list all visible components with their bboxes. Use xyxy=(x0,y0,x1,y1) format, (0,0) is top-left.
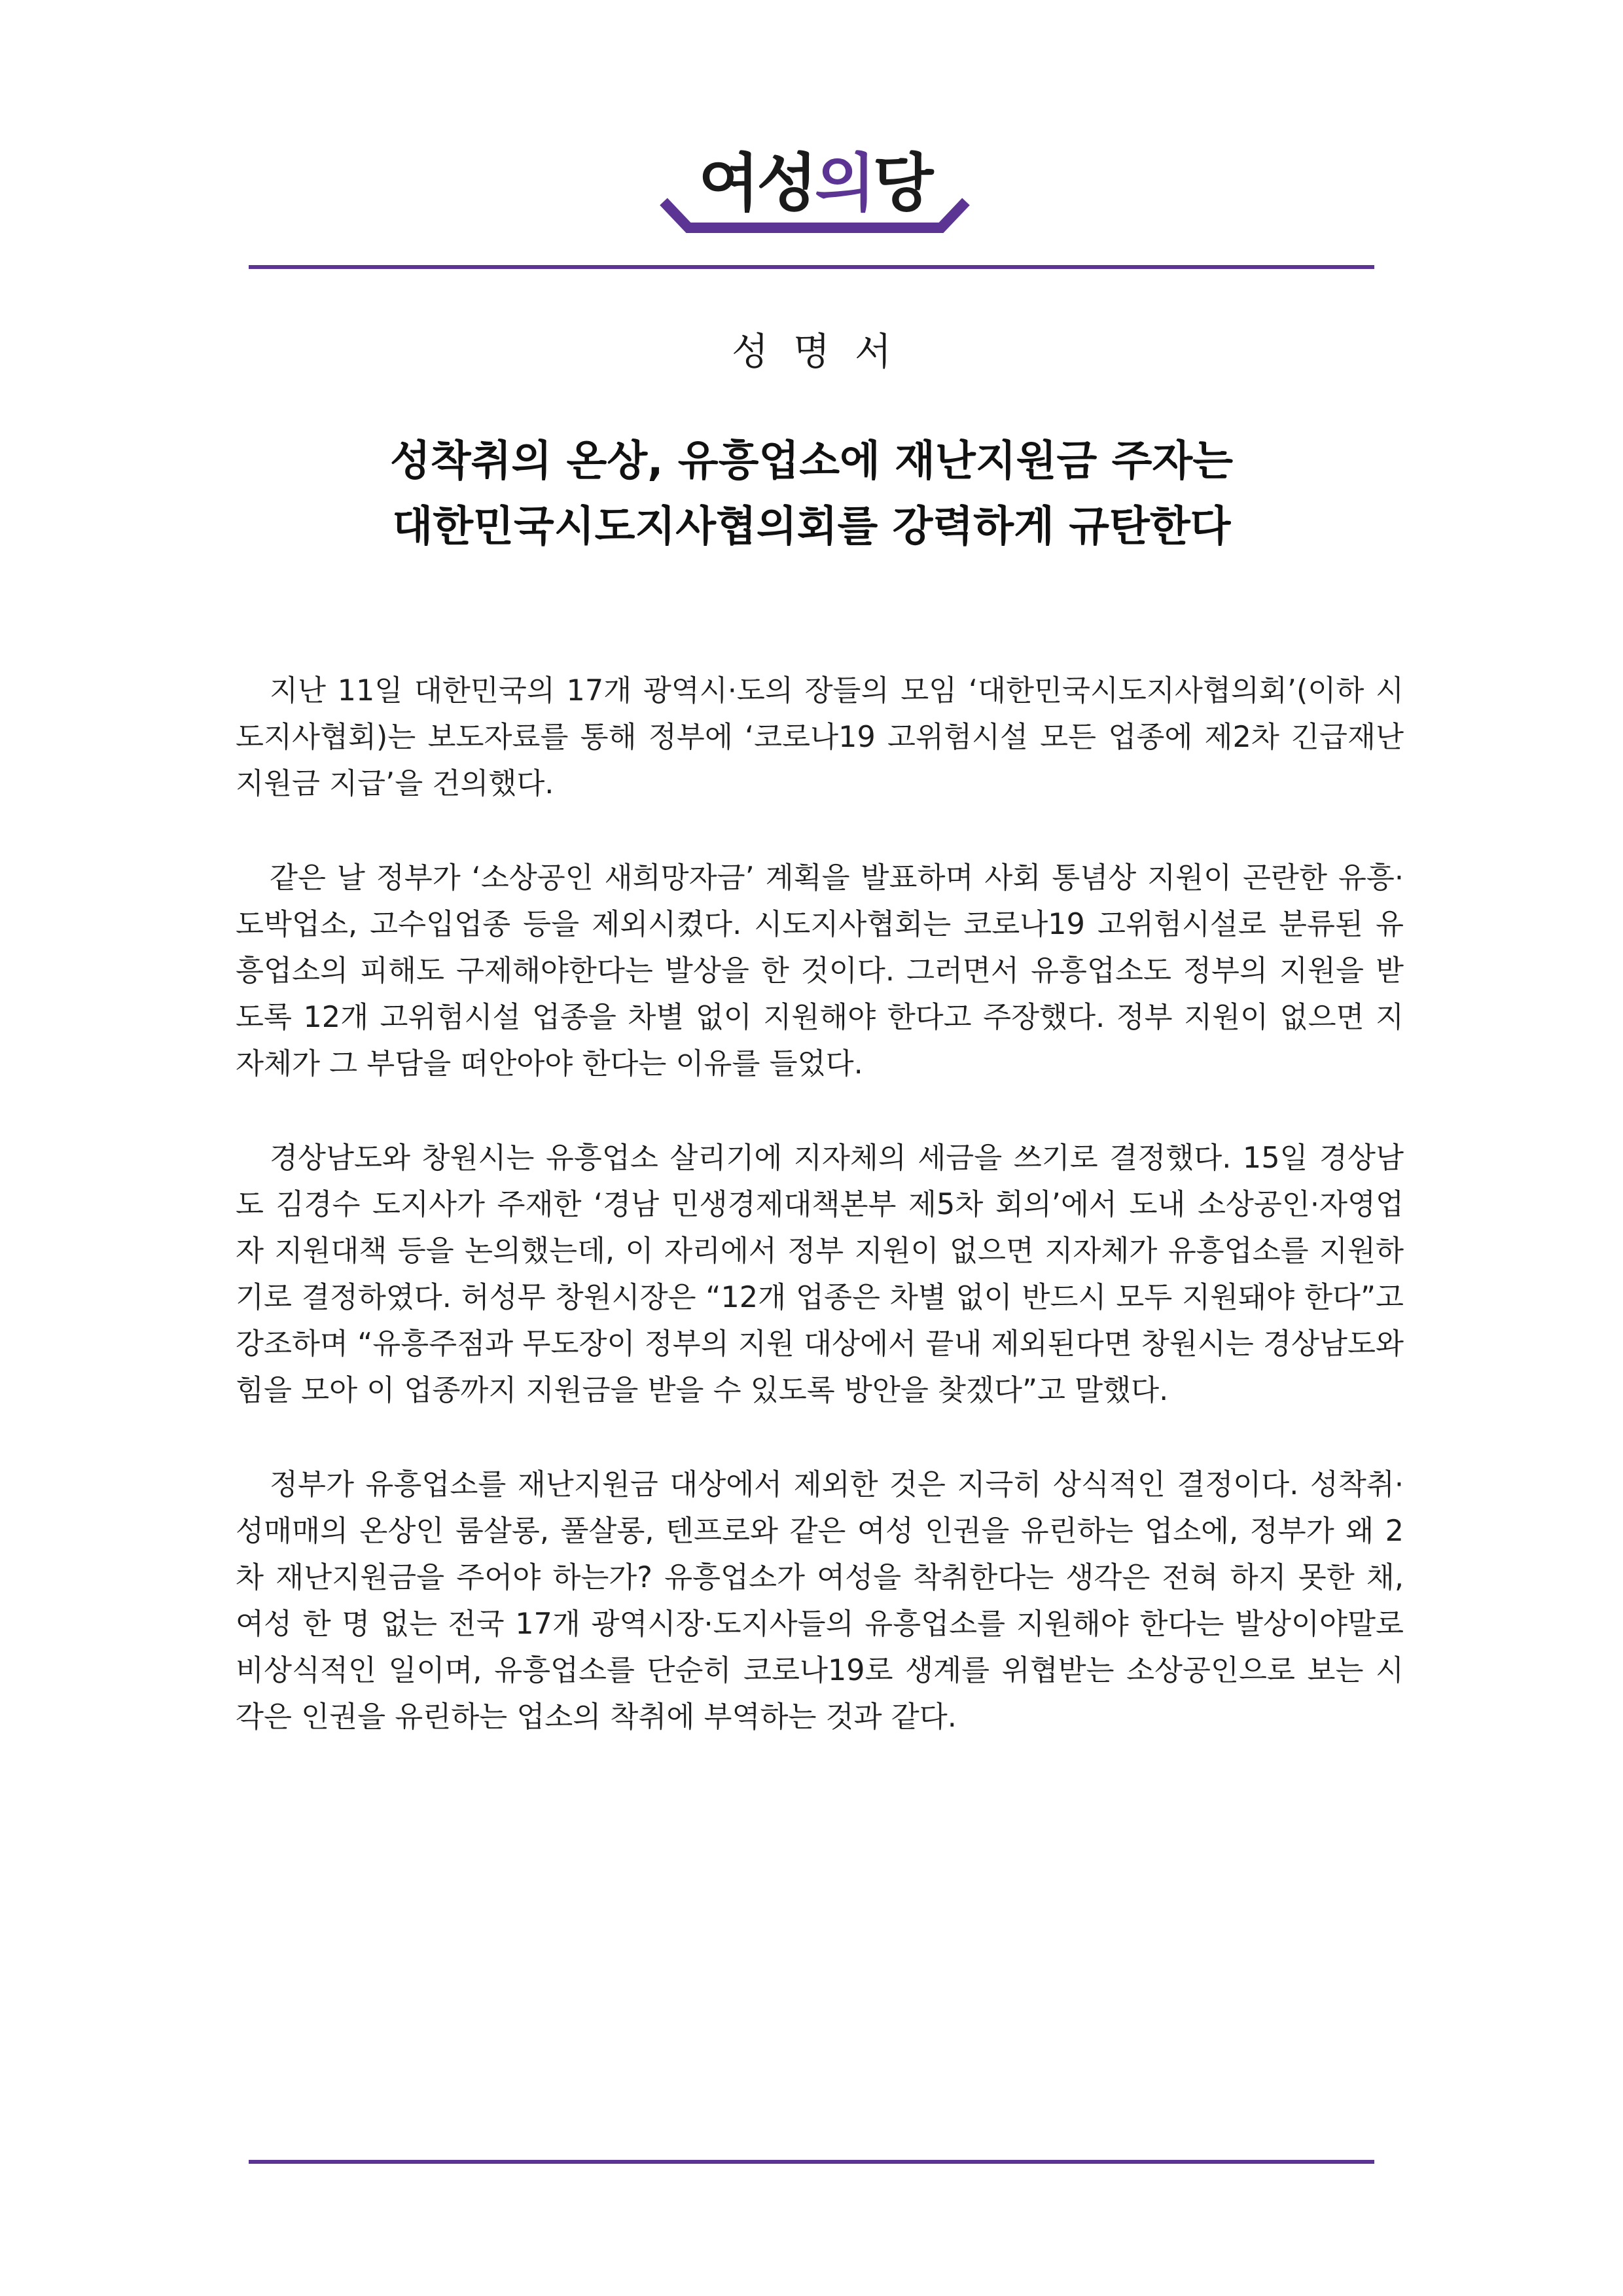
body-paragraph-1: 지난 11일 대한민국의 17개 광역시·도의 장들의 모임 ‘대한민국시도지사협의회’(이하 시도지사협회)는 보도자료를 통해 정부에 ‘코로나19 고위험시설 모든 업종에 제2차 긴급재난지원금 지급’을 건의했다. xyxy=(236,674,1404,800)
body-paragraph-4: 정부가 유흥업소를 재난지원금 대상에서 제외한 것은 지극히 상식적인 결정이다. 성착취·성매매의 온상인 룸살롱, 풀살롱, 텐프로와 같은 여성 인권을 유린하는 업소에, 정부가 왜 2차 재난지원금을 주어야 하는가? 유흥업소가 여성을 착취한다는 생각은 전혀 하지 못한 채, 여성 한 명 없는 전국 17개 광역시장·도지사들의 유흥업소를 지원해야 한다는 발상이야말로 비상식적인 일이며, 유흥업소를 단순히 코로나19로 생계를 위협받는 소상공인으로 보는 시각은 인권을 유린하는 업소의 착취에 부역하는 것과 같다. xyxy=(236,1468,1404,1734)
document-type: 성명서 xyxy=(731,329,917,374)
title-line-2: 대한민국시도지사협의회를 강력하게 규탄한다 xyxy=(392,503,1231,551)
header-divider xyxy=(249,265,1374,269)
title-line-1: 성착취의 온상, 유흥업소에 재난지원금 주자는 xyxy=(389,437,1234,486)
statement-title xyxy=(249,429,1374,560)
logo-chevron-underline xyxy=(654,190,975,242)
statement-body xyxy=(236,668,1404,1788)
body-paragraph-2: 같은 날 정부가 ‘소상공인 새희망자금’ 계획을 발표하며 사회 통념상 지원이 곤란한 유흥·도박업소, 고수입업종 등을 제외시켰다. 시도지사협회는 코로나19 고위험시설로 분류된 유흥업소의 피해도 구제해야한다는 발상을 한 것이다. 그러면서 유흥업소도 정부의 지원을 받도록 12개 고위험시설 업종을 차별 없이 지원해야 한다고 주장했다. 정부 지원이 없으면 지자체가 그 부담을 떠안아야 한다는 이유를 들었다. xyxy=(236,861,1404,1081)
body-paragraph-3: 경상남도와 창원시는 유흥업소 살리기에 지자체의 세금을 쓰기로 결정했다. 15일 경상남도 김경수 도지사가 주재한 ‘경남 민생경제대책본부 제5차 회의’에서 도내 소상공인·자영업자 지원대책 등을 논의했는데, 이 자리에서 정부 지원이 없으면 지자체가 유흥업소를 지원하기로 결정하였다. 허성무 창원시장은 “12개 업종은 차별 없이 반드시 모두 지원돼야 한다”고 강조하며 “유흥주점과 무도장이 정부의 지원 대상에서 끝내 제외된다면 창원시는 경상남도와 힘을 모아 이 업종까지 지원금을 받을 수 있도록 방안을 찾겠다”고 말했다. xyxy=(236,1141,1404,1407)
footer-divider xyxy=(249,2160,1374,2164)
logo-wordmark: 여성의당 xyxy=(698,147,931,220)
party-logo xyxy=(654,144,975,242)
